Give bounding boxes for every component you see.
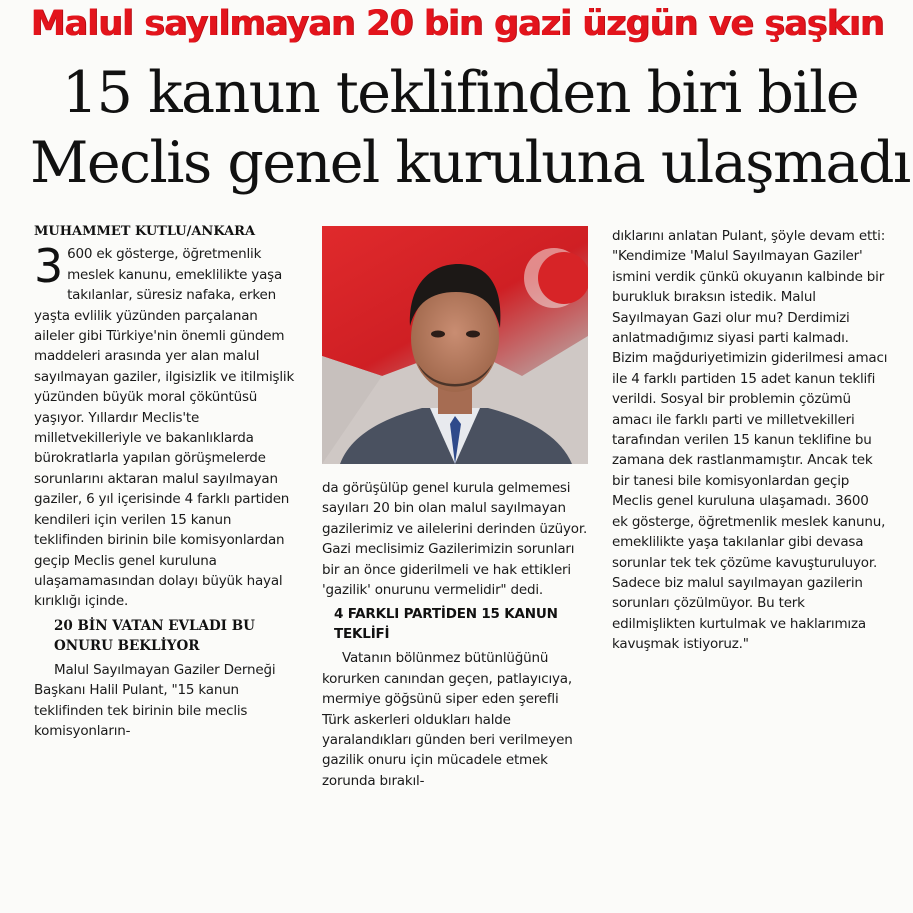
column-3-paragraph: dıklarını anlatan Pulant, şöyle devam etti: "Kendimize 'Malul Sayılmayan Gaziler' ismini verdik çünkü okuyanın kalbinde bir burukluk bıraksın istedik. Malul Sayılmayan Gazi olur mu? Derdimizi anlatmadığımız siyasi parti kalmadı. Bizim mağduriyetimizin giderilmesi amacı ile 4 farklı partiden 15 adet kanun teklifi verildi. Sosyal bir problemin çözümü amacı ile farklı parti ve milletvekilleri tarafından verilen 15 kanun teklifine bu zamana dek rastlanmamıştır. Ancak tek bir tanesi bile komisyonlardan geçip Meclis genel kuruluna ulaşamadı. 3600 ek gösterge, öğretmenlik meslek kanunu, emeklilikte yaşa takılanlar gibi devasa sorunlar tek tek çözüme kavuşturuluyor. Sadece biz malul sayılmayan gazilerin sorunları çözülmüyor. Bu terk edilmişlikten kurtulmak ve haklarımıza kavuşmak istiyoruz." [612, 228, 888, 653]
subheading-2: 4 FARKLI PARTİDEN 15 KANUN TEKLİFİ [334, 606, 558, 643]
byline: MUHAMMET KUTLU/ANKARA [34, 224, 256, 239]
article-column-1 [34, 222, 296, 741]
intro-text: 600 ek gösterge, öğretmenlik meslek kanunu, emeklilikte yaşa takılanlar, süresiz nafaka, erken yaşta evlilik yüzünden parçalanan aileler gibi Türkiye'nin önemli gündem maddeleri arasında yer alan malul sayılmayan gaziler, ilgisizlik ve itilmişlik yüzünden büyük moral çöküntüsü yaşıyor. Yıllardır Meclis'te milletvekilleriyle ve bakanlıklarda bürokratlarla yapılan görüşmelerde sorunlarını aktaran malul sayılmayan gaziler, 6 yıl içerisinde 4 farklı partiden kendileri için verilen 15 kanun teklifinden birinin bile komisyonlardan geçip Meclis genel kuruluna ulaşamamasından dolayı büyük hayal kırıklığı içinde. [34, 246, 295, 610]
portrait-photo [322, 226, 588, 464]
headline-line-2: Meclis genel kuruluna ulaşmadı [30, 130, 910, 196]
article-column-2 [322, 478, 588, 791]
intro-paragraph [34, 239, 296, 611]
headline-line-1: 15 kanun teklifinden biri bile [61, 60, 859, 126]
drop-cap: 3 [34, 239, 64, 294]
subheading-1: 20 BİN VATAN EVLADI BU ONURU BEKLİYOR [54, 617, 255, 654]
portrait-photo-icon [322, 226, 588, 464]
article-column-3 [612, 226, 888, 655]
column-1-closing-paragraph: Malul Sayılmayan Gaziler Derneği Başkanı Halil Pulant, "15 kanun teklifinden tek birinin bile meclis komisyonların- [34, 661, 276, 739]
main-headline [30, 58, 910, 198]
column-2-opening-paragraph: da görüşülüp genel kurula gelmemesi sayıları 20 bin olan malul sayılmayan gazilerimiz ve ailelerini derinden üzüyor. Gazi meclisimiz Gazilerimizin sorunları bir an önce giderilmeli ve hak ettikleri 'gazilik' onurunu vermelidir" dedi. [322, 480, 588, 599]
kicker-headline: Malul sayılmayan 20 bin gazi üzgün ve şaşkın [30, 4, 884, 44]
column-2-closing-paragraph: Vatanın bölünmez bütünlüğünü korurken canından geçen, patlayıcıya, mermiye göğsünü siper eden şerefli Türk askerleri oldukları halde yaralandıkları günden beri verilmeyen gazilik onuru için mücadele etmek zorunda bırakıl- [322, 650, 573, 789]
